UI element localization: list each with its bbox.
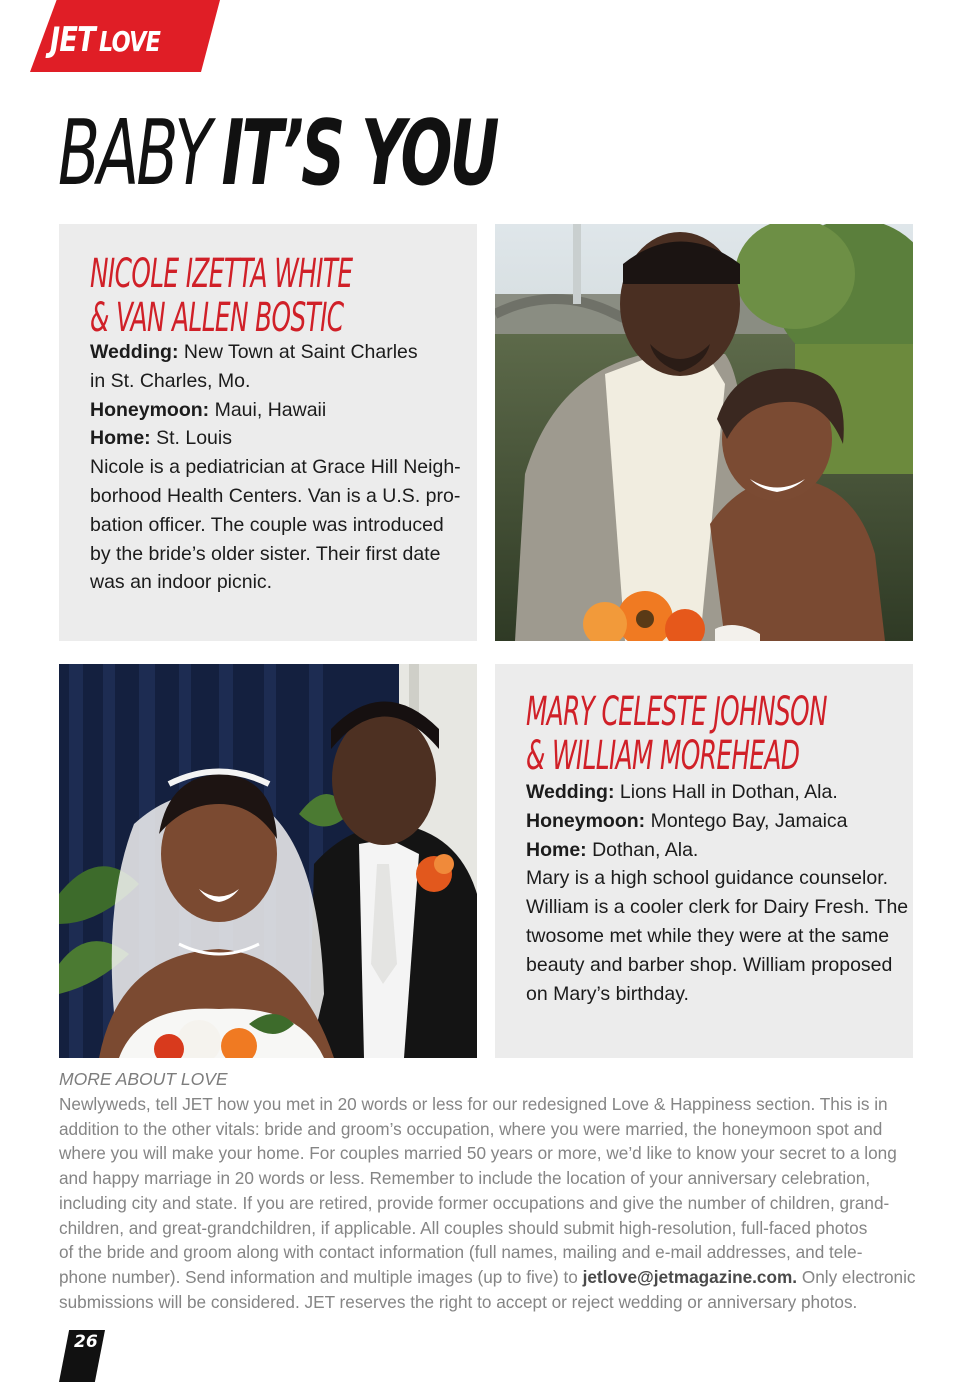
couple-2-photo xyxy=(59,664,477,1058)
couple-2-names-line2: & WILLIAM MOREHEAD xyxy=(526,733,800,779)
couple-2-story-line: William is a cooler clerk for Dairy Fresh. The xyxy=(526,896,909,919)
couple-1-photo-illustration xyxy=(495,224,913,641)
couple-1-honeymoon xyxy=(90,396,470,425)
footer-body xyxy=(59,1092,919,1314)
footer-line: where you will make your home. For couples married 50 years or more, we’d like to know your secret to a long xyxy=(59,1143,897,1164)
couple-2-names-line1: MARY CELESTE JOHNSON xyxy=(526,689,827,735)
couple-2-details xyxy=(526,778,909,1008)
footer-line: submissions will be considered. JET reserves the right to accept or reject wedding or anniversary photos. xyxy=(59,1291,858,1312)
couple-2-home xyxy=(526,836,906,865)
couple-1-story-line: by the bride’s older sister. Their first date xyxy=(90,542,441,565)
couple-2-story-line: twosome met while they were at the same xyxy=(526,924,890,947)
wedding-value: Lions Hall in Dothan, Ala. xyxy=(614,781,838,803)
email-link[interactable]: jetlove@jetmagazine.com. xyxy=(582,1266,798,1287)
footer-line: of the bride and groom along with contact information (full names, mailing and e-mail addresses, and tele- xyxy=(59,1242,863,1263)
couple-1-names-line1: NICOLE IZETTA WHITE xyxy=(90,251,353,297)
headline-bold: IT’S YOU xyxy=(221,101,497,206)
couple-1-photo xyxy=(495,224,913,641)
couple-2-names xyxy=(526,690,827,778)
couple-2-wedding xyxy=(526,778,906,807)
footer-line: children, and great-grandchildren, if applicable. All couples should submit high-resolution, full-faced photos xyxy=(59,1217,868,1238)
couple-1-names xyxy=(90,252,352,340)
couple-1-story-line: borhood Health Centers. Van is a U.S. pro- xyxy=(90,484,461,507)
couple-1-home xyxy=(90,424,470,453)
couple-1-details xyxy=(90,338,470,597)
couple-1-story-line: bation officer. The couple was introduced xyxy=(90,513,444,536)
footer-title: MORE ABOUT LOVE xyxy=(59,1069,228,1089)
couple-1-story-line: was an indoor picnic. xyxy=(90,571,273,594)
page-number: 26 xyxy=(74,1332,98,1352)
footer-line: including city and state. If you are retired, provide former occupations and give the number of children, grand- xyxy=(59,1192,890,1213)
couple-1-wedding xyxy=(90,338,470,367)
page-headline xyxy=(58,101,497,206)
footer-line: Newlyweds, tell JET how you met in 20 words or less for our redesigned Love & Happiness section. This is in xyxy=(59,1094,888,1114)
wedding-value: New Town at Saint Charles xyxy=(178,341,418,363)
couple-1-names-line2: & VAN ALLEN BOSTIC xyxy=(90,295,344,341)
footer-line: and happy marriage in 20 words or less. Remember to include the location of your anniversary celebration, xyxy=(59,1168,871,1189)
couple-2-honeymoon xyxy=(526,807,906,836)
couple-2-story-line: beauty and barber shop. William proposed xyxy=(526,953,893,976)
footer-line-with-email xyxy=(59,1265,919,1290)
home-label: Home: xyxy=(526,838,587,861)
home-value: Dothan, Ala. xyxy=(586,838,699,861)
honeymoon-label: Honeymoon: xyxy=(526,809,646,832)
couple-2-story-line: Mary is a high school guidance counselor. xyxy=(526,867,889,890)
wedding-label: Wedding: xyxy=(526,781,615,803)
couple-1-wedding-cont: in St. Charles, Mo. xyxy=(90,369,251,392)
home-label: Home: xyxy=(90,427,151,450)
footer-line-after-email: Only electronic xyxy=(797,1266,916,1287)
honeymoon-value: Maui, Hawaii xyxy=(209,398,327,421)
couple-1-panel xyxy=(59,224,477,641)
section-tag-jet: JET xyxy=(50,20,95,60)
footer-line: addition to the other vitals: bride and groom’s occupation, where you were married, the honeymoon spot and xyxy=(59,1118,883,1139)
couple-2-photo-illustration xyxy=(59,664,477,1058)
couple-2-panel xyxy=(495,664,913,1058)
honeymoon-label: Honeymoon: xyxy=(90,398,210,421)
couple-1-story-line: Nicole is a pediatrician at Grace Hill Neigh- xyxy=(90,456,461,479)
home-value: St. Louis xyxy=(150,427,232,450)
footer-line-before-email: phone number). Send information and multiple images (up to five) to xyxy=(59,1266,583,1287)
section-tag xyxy=(50,20,175,60)
honeymoon-value: Montego Bay, Jamaica xyxy=(645,809,848,832)
headline-light: BABY xyxy=(58,101,210,206)
wedding-label: Wedding: xyxy=(90,341,179,363)
couple-2-story-line: on Mary’s birthday. xyxy=(526,982,689,1005)
section-tag-love: LOVE xyxy=(98,25,160,58)
